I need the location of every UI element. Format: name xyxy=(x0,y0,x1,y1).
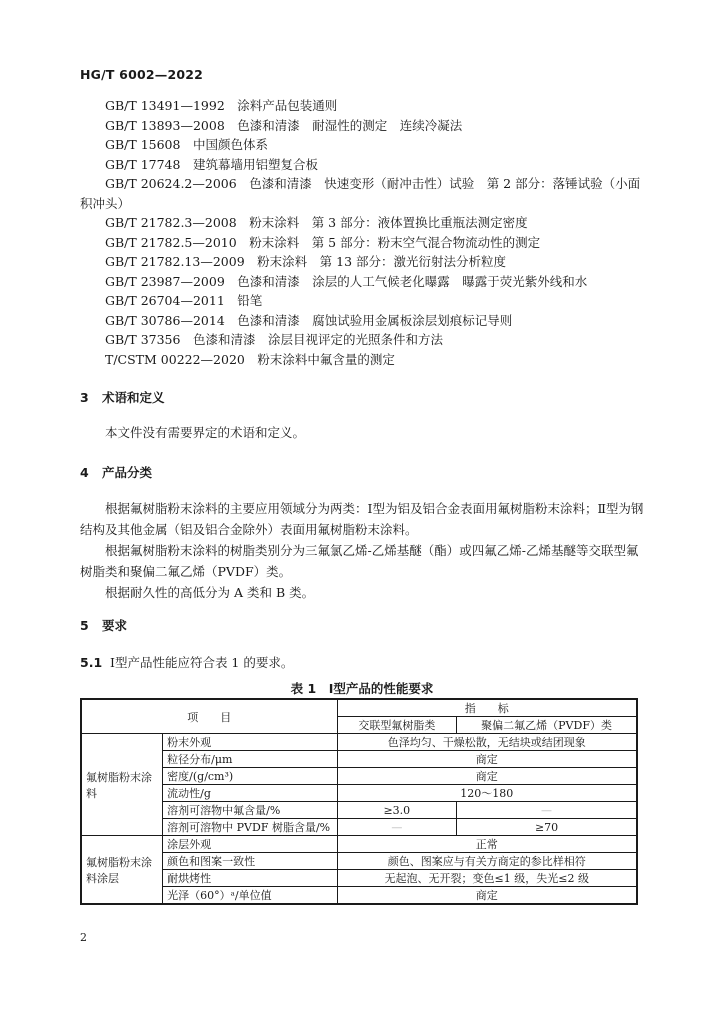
performance-requirements-table xyxy=(80,698,638,905)
row-label: 涂层外观 xyxy=(163,836,337,853)
row-value: 商定 xyxy=(337,887,637,905)
reference-item: GB/T 13491—1992 涂料产品包装通则 xyxy=(105,98,338,113)
table-row xyxy=(81,887,637,905)
paragraph: 根据氟树脂粉末涂料的树脂类别分为三氟氯乙烯-乙烯基醚（酯）或四氟乙烯-乙烯基醚等交联型氟树脂类和聚偏二氟乙烯（PVDF）类。 xyxy=(80,543,639,579)
table-row xyxy=(81,853,637,870)
page-number: 2 xyxy=(80,931,87,944)
table-row xyxy=(81,836,637,853)
table-row xyxy=(81,819,637,836)
row-value: 商定 xyxy=(337,768,637,785)
reference-item: GB/T 37356 色漆和清漆 涂层目视评定的光照条件和方法 xyxy=(105,332,443,347)
reference-item: GB/T 17748 建筑幕墙用铝塑复合板 xyxy=(105,156,318,172)
row-label: 颜色和图案一致性 xyxy=(163,853,337,870)
section-title: 术语和定义 xyxy=(102,390,165,405)
paragraph: 根据耐久性的高低分为 A 类和 B 类。 xyxy=(105,585,315,600)
reference-item: GB/T 21782.5—2010 粉末涂料 第 5 部分：粉末空气混合物流动性的测定 xyxy=(105,234,541,250)
row-value: 商定 xyxy=(337,751,637,768)
row-value-crosslinked: ≥3.0 xyxy=(337,802,457,819)
reference-item: GB/T 26704—2011 铅笔 xyxy=(105,293,263,308)
table-caption: 表 1 Ⅰ型产品的性能要求 xyxy=(290,681,434,696)
header-crosslinked: 交联型氟树脂类 xyxy=(337,717,457,734)
row-label: 流动性/g xyxy=(163,785,337,802)
section-number: 3 xyxy=(80,390,89,405)
reference-item: GB/T 13893—2008 色漆和清漆 耐湿性的测定 连续冷凝法 xyxy=(105,117,463,133)
section-number: 5 xyxy=(80,618,89,633)
row-value-pvdf: ≥70 xyxy=(457,819,637,836)
reference-item: GB/T 30786—2014 色漆和清漆 腐蚀试验用金属板涂层划痕标记导则 xyxy=(105,312,513,328)
row-value: 正常 xyxy=(337,836,637,853)
section-4-heading xyxy=(80,463,152,481)
reference-item: GB/T 21782.13—2009 粉末涂料 第 13 部分：激光衍射法分析粒度 xyxy=(105,254,507,269)
reference-item: GB/T 21782.3—2008 粉末涂料 第 3 部分：液体置换比重瓶法测定密度 xyxy=(105,215,528,230)
paragraph: 本文件没有需要界定的术语和定义。 xyxy=(105,425,306,440)
clause-5-1 xyxy=(80,653,293,671)
clause-number: 5.1 xyxy=(80,655,103,670)
row-value: 120～180 xyxy=(337,785,637,802)
section-title: 产品分类 xyxy=(102,465,153,480)
header-item: 项 目 xyxy=(81,699,337,734)
header-index: 指 标 xyxy=(337,699,637,717)
group-coating: 氟树脂粉末涂料涂层 xyxy=(81,836,163,905)
row-label: 密度/(g/cm³) xyxy=(163,768,337,785)
row-label: 粉末外观 xyxy=(163,734,337,751)
row-value: 色泽均匀、干燥松散，无结块或结团现象 xyxy=(337,734,637,751)
normative-references-list xyxy=(80,96,650,369)
reference-item: GB/T 20624.2—2006 色漆和清漆 快速变形（耐冲击性）试验 第 2 部分：落锤试验（小面积冲头） xyxy=(80,176,641,211)
table-row xyxy=(81,734,637,751)
reference-item: T/CSTM 00222—2020 粉末涂料中氟含量的测定 xyxy=(105,351,395,367)
table-row xyxy=(81,870,637,887)
row-value-pvdf: — xyxy=(457,802,637,819)
paragraph: 根据氟树脂粉末涂料的主要应用领域分为两类：Ⅰ型为铝及铝合金表面用氟树脂粉末涂料；Ⅱ型为钢结构及其他金属（铝及铝合金除外）表面用氟树脂粉末涂料。 xyxy=(80,501,644,537)
section-title: 要求 xyxy=(102,618,128,633)
row-value: 颜色、图案应与有关方商定的参比样相符 xyxy=(337,853,637,870)
reference-item: GB/T 15608 中国颜色体系 xyxy=(105,137,268,152)
table-row xyxy=(81,785,637,802)
row-label: 耐烘烤性 xyxy=(163,870,337,887)
section-3-body xyxy=(80,422,650,443)
section-5-heading xyxy=(80,616,127,634)
row-label: 溶剂可溶物中氟含量/% xyxy=(163,802,337,819)
reference-item: GB/T 23987—2009 色漆和清漆 涂层的人工气候老化曝露 曝露于荧光紫外线和水 xyxy=(105,273,588,289)
table-header-row xyxy=(81,699,637,717)
header-pvdf: 聚偏二氟乙烯（PVDF）类 xyxy=(457,717,637,734)
table-row xyxy=(81,768,637,785)
table-row xyxy=(81,802,637,819)
group-powder: 氟树脂粉末涂料 xyxy=(81,734,163,836)
row-value-crosslinked: — xyxy=(337,819,457,836)
row-label: 粒径分布/μm xyxy=(163,751,337,768)
section-4-body xyxy=(80,498,650,603)
table-row xyxy=(81,751,637,768)
section-number: 4 xyxy=(80,465,89,480)
row-value: 无起泡、无开裂；变色≤1 级，失光≤2 级 xyxy=(337,870,637,887)
standard-number: HG/T 6002—2022 xyxy=(80,67,204,82)
row-label: 溶剂可溶物中 PVDF 树脂含量/% xyxy=(163,819,337,836)
section-3-heading xyxy=(80,388,165,406)
row-label: 光泽（60°）ᵃ/单位值 xyxy=(163,887,337,905)
clause-text: Ⅰ型产品性能应符合表 1 的要求。 xyxy=(110,655,294,670)
